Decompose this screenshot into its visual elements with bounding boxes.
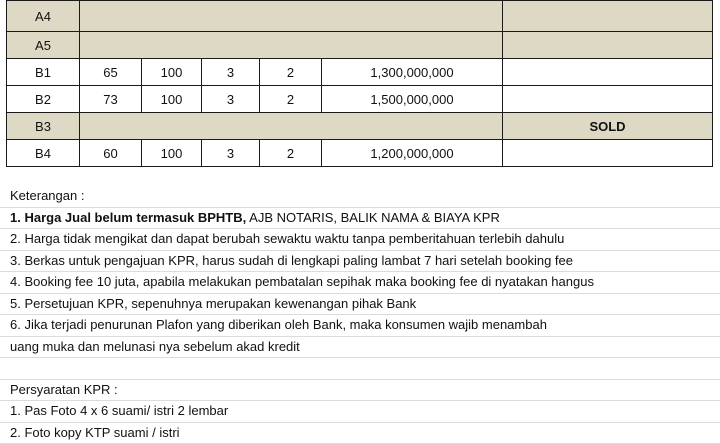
- note-item-3[interactable]: 3. Berkas untuk pengajuan KPR, harus sudah di lengkapi paling lambat 7 hari setelah booking fee: [0, 251, 720, 273]
- status-cell[interactable]: [503, 59, 713, 86]
- merged-empty-cell[interactable]: [80, 32, 503, 59]
- area-cell[interactable]: 60: [80, 140, 142, 167]
- note-item-6[interactable]: 6. Jika terjadi penurunan Plafon yang diberikan oleh Bank, maka konsumen wajib menambah: [0, 315, 720, 337]
- table-row: [7, 1, 713, 32]
- table-row: [7, 32, 713, 59]
- unit-cell[interactable]: B4: [7, 140, 80, 167]
- note-item-6-continued[interactable]: uang muka dan melunasi nya sebelum akad kredit: [0, 337, 720, 359]
- sold-status-cell[interactable]: SOLD: [503, 113, 713, 140]
- requirement-item-2[interactable]: 2. Foto kopy KTP suami / istri: [0, 423, 720, 444]
- note-item-4[interactable]: 4. Booking fee 10 juta, apabila melakukan pembatalan sepihak maka booking fee di nyatakan hangus: [0, 272, 720, 294]
- unit-cell[interactable]: B1: [7, 59, 80, 86]
- notes-heading[interactable]: Keterangan :: [0, 186, 720, 208]
- note-item-2[interactable]: 2. Harga tidak mengikat dan dapat berubah sewaktu waktu tanpa pemberitahuan terlebih dahulu: [0, 229, 720, 251]
- requirement-item-1[interactable]: 1. Pas Foto 4 x 6 suami/ istri 2 lembar: [0, 401, 720, 423]
- requirements-heading[interactable]: Persyaratan KPR :: [0, 380, 720, 402]
- area-cell[interactable]: 65: [80, 59, 142, 86]
- unit-price-table: [6, 0, 713, 167]
- bathroom-cell[interactable]: 2: [260, 59, 322, 86]
- bedroom-cell[interactable]: 3: [202, 140, 260, 167]
- size-cell[interactable]: 100: [142, 59, 202, 86]
- area-cell[interactable]: 73: [80, 86, 142, 113]
- bathroom-cell[interactable]: 2: [260, 140, 322, 167]
- unit-cell[interactable]: B2: [7, 86, 80, 113]
- bedroom-cell[interactable]: 3: [202, 59, 260, 86]
- bedroom-cell[interactable]: 3: [202, 86, 260, 113]
- size-cell[interactable]: 100: [142, 140, 202, 167]
- status-cell[interactable]: [503, 1, 713, 32]
- note-item-1[interactable]: [0, 208, 720, 230]
- bathroom-cell[interactable]: 2: [260, 86, 322, 113]
- table-row: [7, 140, 713, 167]
- merged-empty-cell[interactable]: [80, 113, 503, 140]
- status-cell[interactable]: [503, 140, 713, 167]
- price-cell[interactable]: 1,500,000,000: [322, 86, 503, 113]
- empty-row[interactable]: [0, 358, 720, 380]
- note-item-5[interactable]: 5. Persetujuan KPR, sepenuhnya merupakan kewenangan pihak Bank: [0, 294, 720, 316]
- table-row: [7, 113, 713, 140]
- status-cell[interactable]: [503, 86, 713, 113]
- price-cell[interactable]: 1,200,000,000: [322, 140, 503, 167]
- unit-cell[interactable]: A4: [7, 1, 80, 32]
- note-item-1-bold: 1. Harga Jual belum termasuk BPHTB,: [10, 210, 246, 225]
- table-row: [7, 59, 713, 86]
- unit-cell[interactable]: B3: [7, 113, 80, 140]
- merged-empty-cell[interactable]: [80, 1, 503, 32]
- price-cell[interactable]: 1,300,000,000: [322, 59, 503, 86]
- status-cell[interactable]: [503, 32, 713, 59]
- unit-cell[interactable]: A5: [7, 32, 80, 59]
- size-cell[interactable]: 100: [142, 86, 202, 113]
- table-row: [7, 86, 713, 113]
- notes-section: [0, 186, 720, 444]
- note-item-1-rest: AJB NOTARIS, BALIK NAMA & BIAYA KPR: [246, 210, 500, 225]
